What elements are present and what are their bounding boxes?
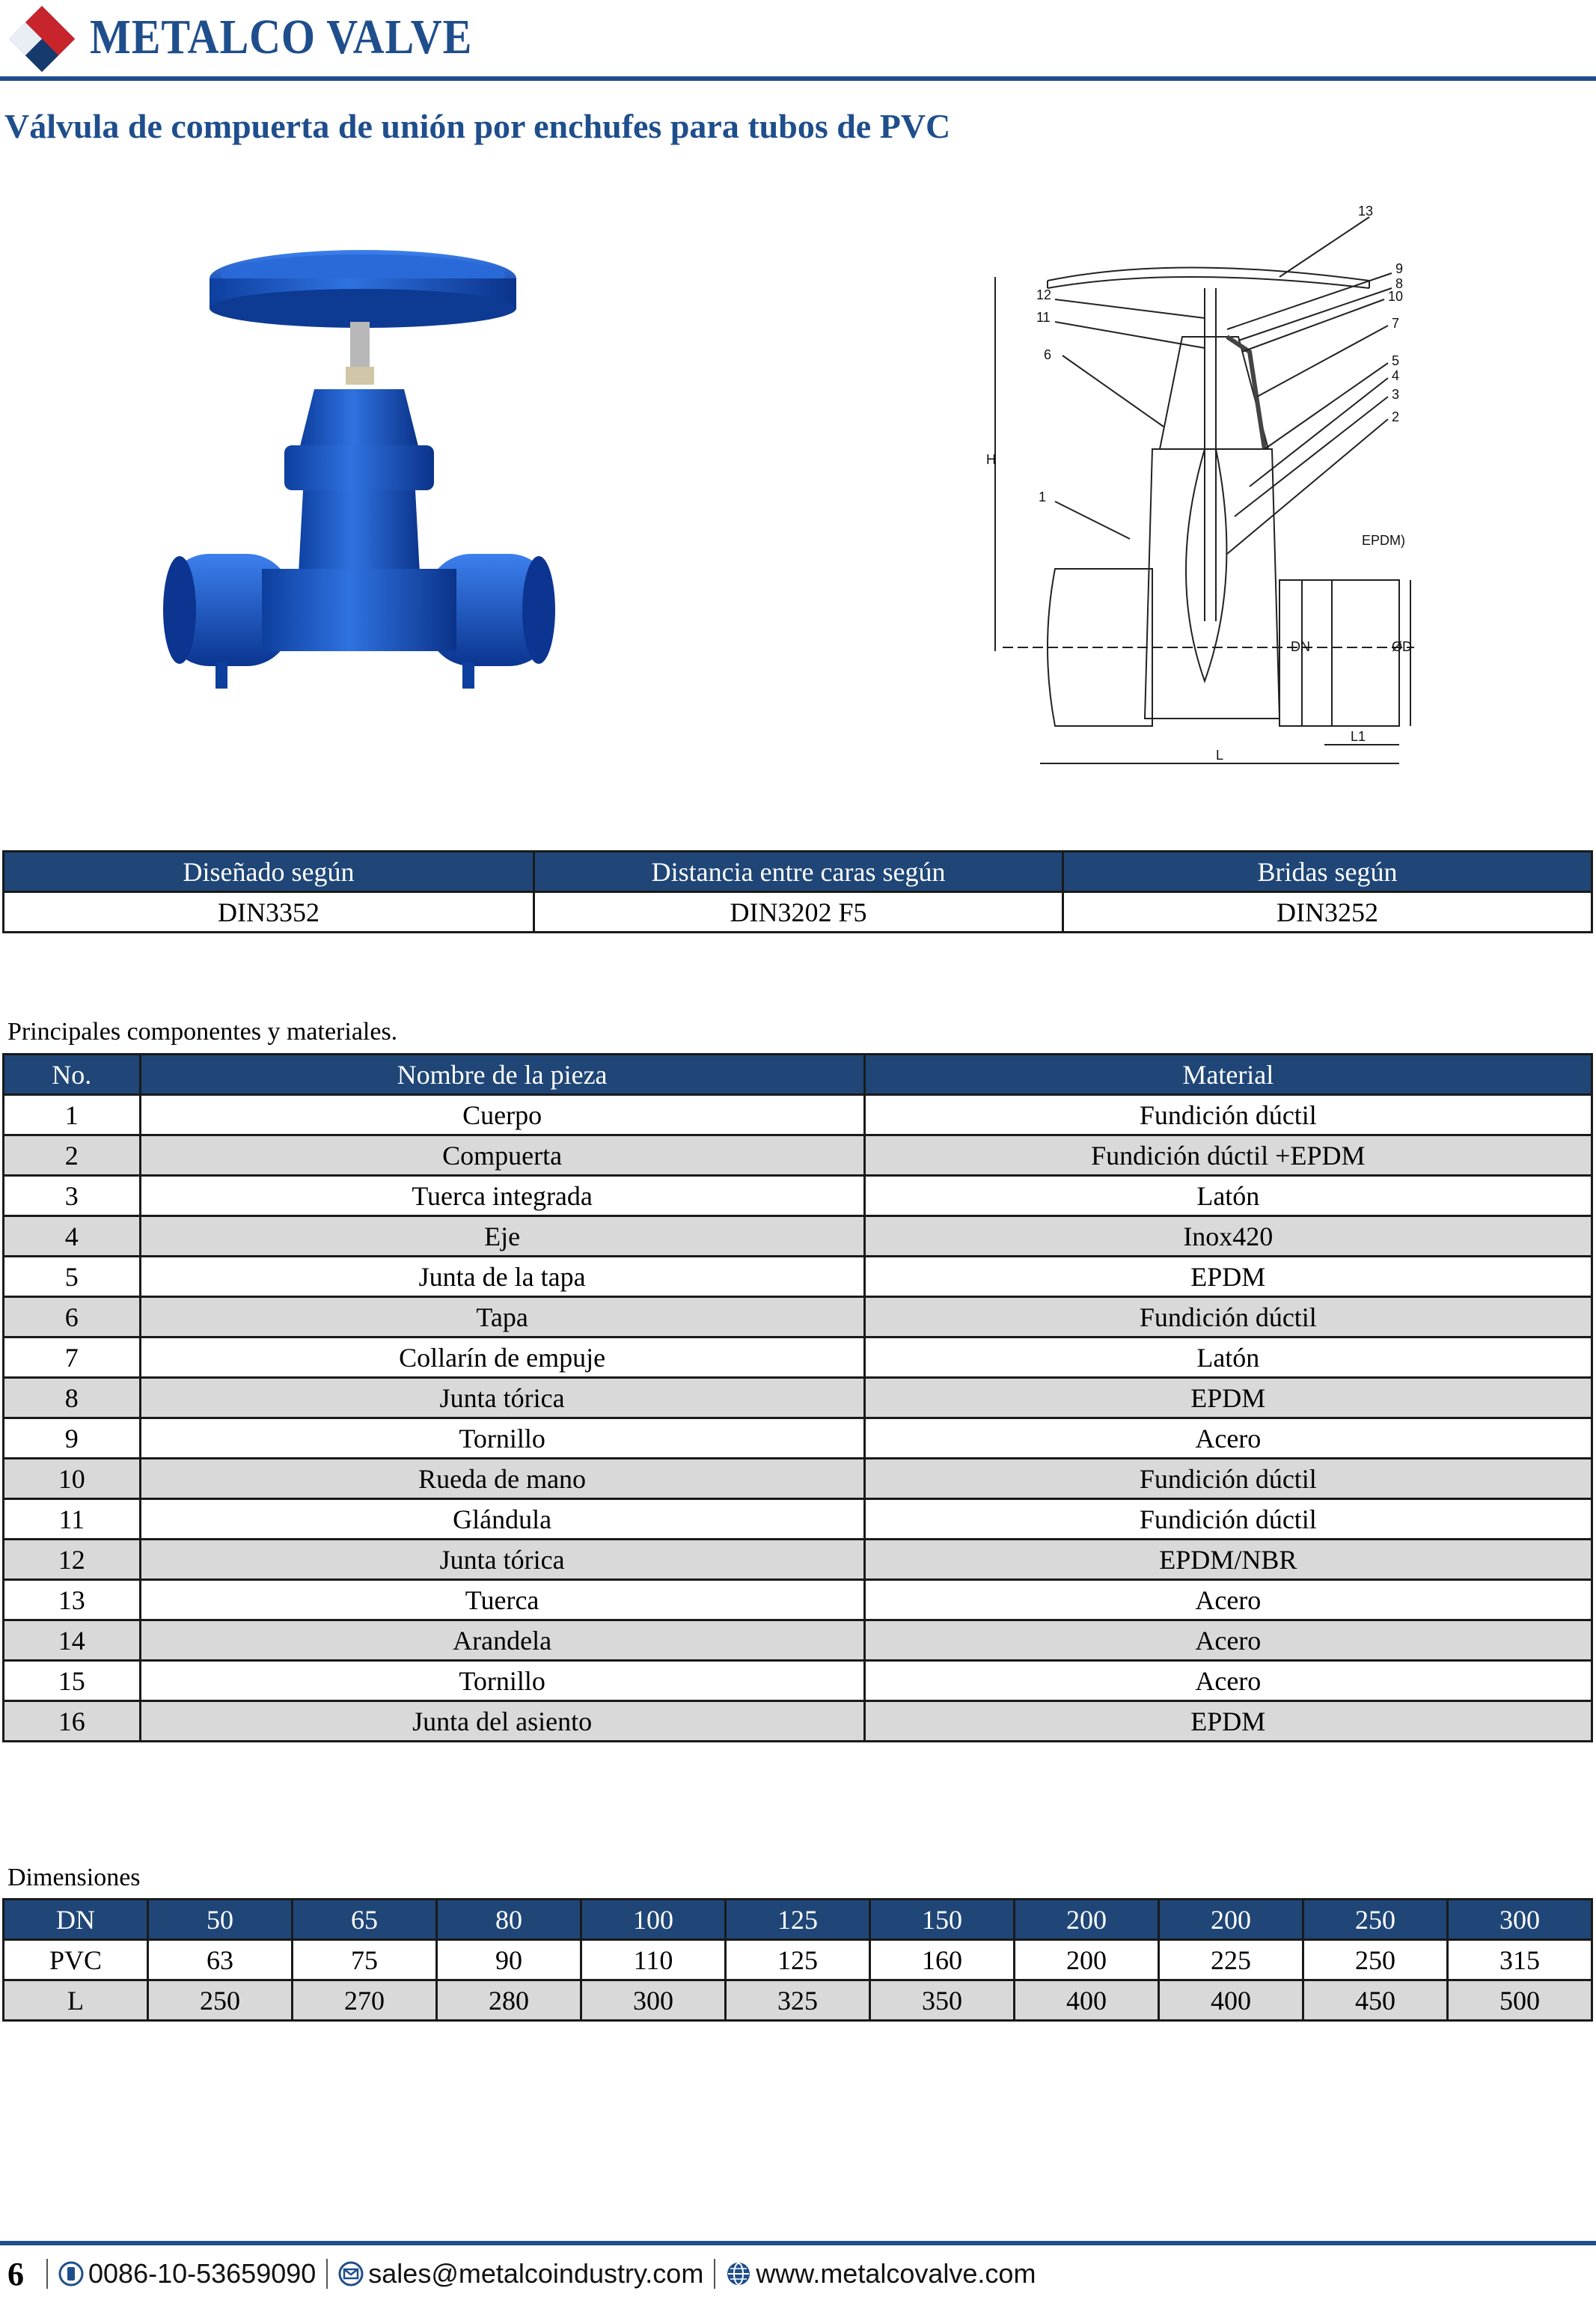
part-name: Tornillo [140,1418,864,1459]
standards-header: Bridas según [1063,852,1592,892]
email-icon [338,2261,364,2287]
svg-text:10: 10 [1388,289,1404,304]
svg-text:11: 11 [1036,310,1051,325]
part-material: Fundición dúctil [864,1095,1592,1135]
svg-text:6: 6 [1044,347,1052,362]
part-material: Fundición dúctil [864,1499,1592,1540]
dimension-value: 90 [437,1940,581,1980]
part-material: Latón [864,1176,1592,1216]
part-name: Tuerca [140,1580,864,1620]
components-row [4,1580,1592,1620]
part-material: Latón [864,1337,1592,1378]
standards-cell: DIN3202 F5 [534,892,1063,933]
dimension-value: 125 [726,1940,870,1980]
components-row [4,1257,1592,1297]
part-number: 11 [4,1499,141,1540]
part-number: 8 [4,1378,141,1418]
part-number: 9 [4,1418,141,1459]
svg-text:5: 5 [1392,353,1400,368]
components-row [4,1216,1592,1257]
part-number: 5 [4,1257,141,1297]
dimension-value: 300 [581,1980,726,2021]
part-number: 3 [4,1176,141,1216]
part-number: 7 [4,1337,141,1378]
dn-size: 200 [1015,1900,1159,1940]
dn-size: 250 [1303,1900,1448,1940]
svg-text:L: L [1216,748,1224,763]
svg-text:EPDM): EPDM) [1362,533,1405,548]
dimension-value: 325 [726,1980,870,2021]
components-row [4,1337,1592,1378]
svg-text:9: 9 [1395,261,1404,276]
valve-section-drawing [980,202,1429,778]
standards-header: Diseñado según [4,852,534,892]
dimension-value: 450 [1303,1980,1448,2021]
svg-text:1: 1 [1039,489,1047,504]
part-name: Eje [140,1216,864,1257]
svg-text:ØD: ØD [1392,639,1412,654]
standards-cell: DIN3352 [4,892,534,933]
part-material: Acero [864,1661,1592,1701]
svg-text:4: 4 [1392,368,1400,383]
dimension-value: 270 [293,1980,437,2021]
part-material: Fundición dúctil +EPDM [864,1135,1592,1176]
part-name: Compuerta [140,1135,864,1176]
svg-text:3: 3 [1392,387,1400,402]
footer-separator [714,2259,715,2289]
dimensions-row-label: DN [4,1900,148,1940]
footer-divider [0,2241,1596,2245]
part-material: Fundición dúctil [864,1459,1592,1499]
dn-size: 65 [293,1900,437,1940]
dimensions-row [4,1980,1592,2021]
part-number: 16 [4,1701,141,1742]
components-header: Material [864,1055,1592,1095]
globe-icon [726,2261,751,2287]
components-row [4,1459,1592,1499]
dimensions-row [4,1940,1592,1980]
part-material: Fundición dúctil [864,1297,1592,1337]
dimension-value: 500 [1448,1980,1592,2021]
header-divider [0,76,1596,81]
part-material: EPDM/NBR [864,1540,1592,1580]
part-name: Collarín de empuje [140,1337,864,1378]
part-number: 10 [4,1459,141,1499]
dimension-value: 400 [1015,1980,1159,2021]
components-row [4,1095,1592,1135]
dimension-value: 315 [1448,1940,1592,1980]
part-number: 4 [4,1216,141,1257]
valve-photo [150,240,599,778]
components-row [4,1499,1592,1540]
phone-icon [58,2261,84,2287]
part-name: Tornillo [140,1661,864,1701]
dimension-value: 110 [581,1940,726,1980]
dimensions-table [2,1898,1593,2022]
dn-size: 50 [148,1900,293,1940]
part-material: Acero [864,1580,1592,1620]
part-number: 13 [4,1580,141,1620]
part-name: Junta tórica [140,1540,864,1580]
svg-text:H: H [986,452,996,467]
components-row [4,1540,1592,1580]
dimensions-row-label: L [4,1980,148,2021]
svg-text:7: 7 [1392,316,1400,331]
footer-separator [46,2259,48,2289]
dimension-value: 250 [1303,1940,1448,1980]
dimension-value: 63 [148,1940,293,1980]
components-row [4,1661,1592,1701]
dimension-value: 250 [148,1980,293,2021]
components-row [4,1378,1592,1418]
part-number: 12 [4,1540,141,1580]
components-table [2,1053,1593,1742]
components-header: Nombre de la pieza [140,1055,864,1095]
phone-number[interactable]: 0086-10-53659090 [88,2258,317,2289]
dn-size: 300 [1448,1900,1592,1940]
website-link[interactable]: www.metalcovalve.com [756,2258,1036,2289]
components-row [4,1418,1592,1459]
standards-table [2,850,1593,933]
dimension-value: 280 [437,1980,581,2021]
components-row [4,1701,1592,1742]
dimension-value: 75 [293,1940,437,1980]
part-name: Junta de la tapa [140,1257,864,1297]
part-name: Tuerca integrada [140,1176,864,1216]
email-link[interactable]: sales@metalcoindustry.com [368,2258,704,2289]
dimension-value: 225 [1159,1940,1303,1980]
components-header: No. [4,1055,141,1095]
footer [7,2253,1036,2295]
part-material: Acero [864,1620,1592,1661]
part-material: Acero [864,1418,1592,1459]
svg-text:DN: DN [1291,639,1310,654]
part-number: 2 [4,1135,141,1176]
svg-text:12: 12 [1036,287,1052,302]
part-name: Rueda de mano [140,1459,864,1499]
part-number: 6 [4,1297,141,1337]
brand-name: METALCO VALVE [90,10,473,64]
part-name: Tapa [140,1297,864,1337]
dimensions-row-label: PVC [4,1940,148,1980]
page-title: Válvula de compuerta de unión por enchufes para tubos de PVC [4,107,951,145]
standards-cell: DIN3252 [1063,892,1592,933]
components-row [4,1297,1592,1337]
components-row [4,1135,1592,1176]
dimension-value: 400 [1159,1980,1303,2021]
part-number: 1 [4,1095,141,1135]
dn-size: 100 [581,1900,726,1940]
part-material: Inox420 [864,1216,1592,1257]
svg-text:8: 8 [1395,276,1404,291]
part-number: 14 [4,1620,141,1661]
dn-size: 150 [870,1900,1015,1940]
dn-size: 200 [1159,1900,1303,1940]
components-caption: Principales componentes y materiales. [7,1018,398,1046]
brand-logo-icon [6,3,78,75]
svg-text:L1: L1 [1351,729,1366,744]
part-number: 15 [4,1661,141,1701]
dn-size: 125 [726,1900,870,1940]
svg-text:2: 2 [1392,409,1400,424]
components-row [4,1620,1592,1661]
part-material: EPDM [864,1701,1592,1742]
components-row [4,1176,1592,1216]
dimensions-caption: Dimensiones [7,1864,141,1891]
svg-text:13: 13 [1358,204,1374,219]
footer-separator [326,2259,328,2289]
dimension-value: 160 [870,1940,1015,1980]
part-name: Junta tórica [140,1378,864,1418]
part-name: Arandela [140,1620,864,1661]
part-name: Cuerpo [140,1095,864,1135]
part-name: Glándula [140,1499,864,1540]
standards-header: Distancia entre caras según [534,852,1063,892]
dimension-value: 350 [870,1980,1015,2021]
dn-size: 80 [437,1900,581,1940]
page-number: 6 [7,2255,24,2293]
part-name: Junta del asiento [140,1701,864,1742]
part-material: EPDM [864,1257,1592,1297]
dimension-value: 200 [1015,1940,1159,1980]
part-material: EPDM [864,1378,1592,1418]
